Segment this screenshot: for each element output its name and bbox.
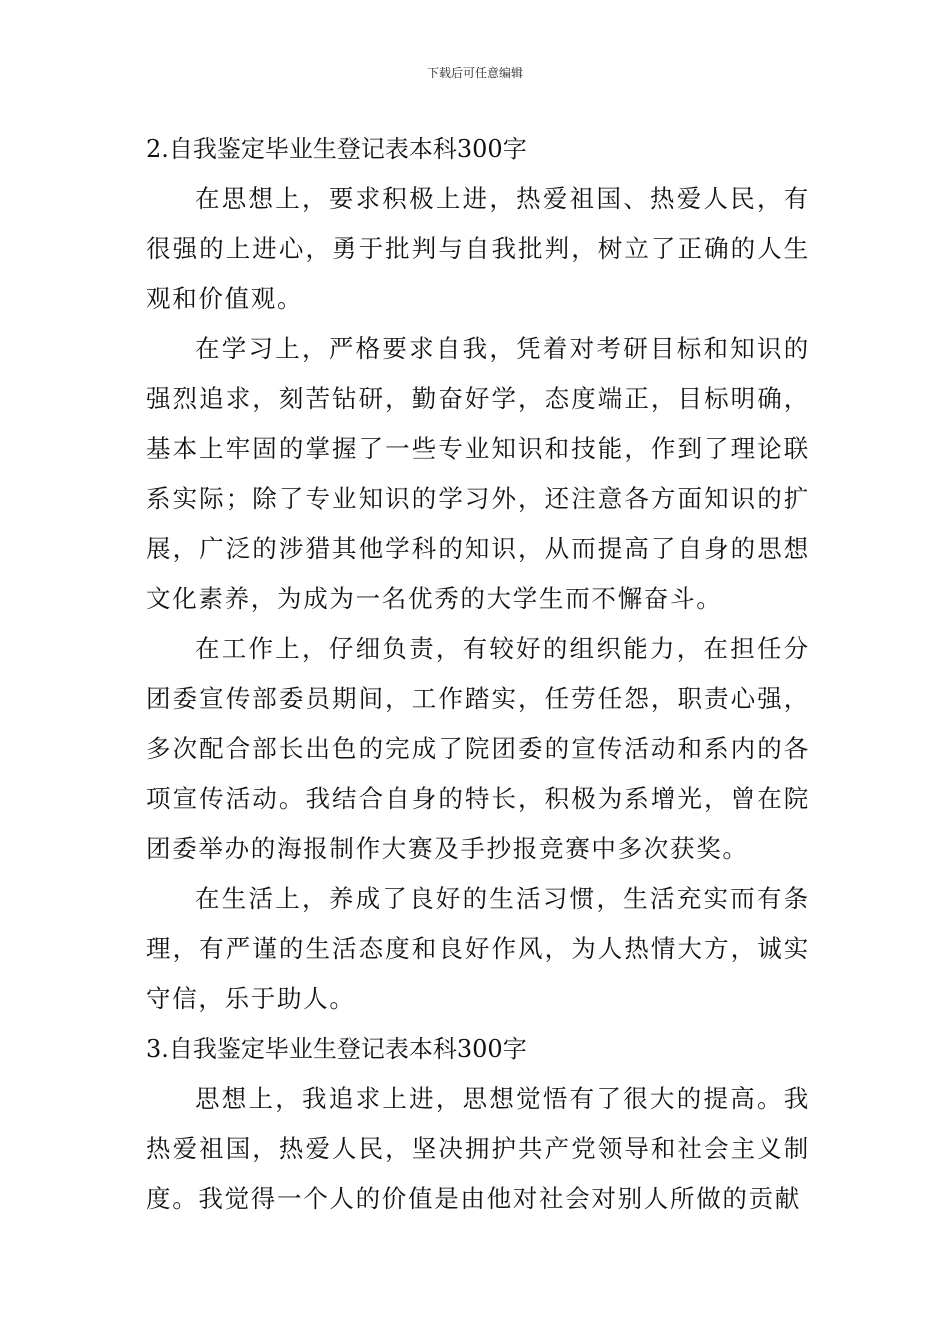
section-3	[146, 1024, 810, 1224]
paragraph: 在学习上，严格要求自我，凭着对考研目标和知识的强烈追求，刻苦钻研，勤奋好学，态度端正，目标明确，基本上牢固的掌握了一些专业知识和技能，作到了理论联系实际；除了专业知识的学习外，还注意各方面知识的扩展，广泛的涉猎其他学科的知识，从而提高了自身的思想文化素养，为成为一名优秀的大学生而不懈奋斗。	[146, 334, 810, 613]
section-2	[146, 124, 810, 1024]
page-header-note: 下载后可任意编辑	[426, 66, 523, 80]
paragraph: 在生活上，养成了良好的生活习惯，生活充实而有条理，有严谨的生活态度和良好作风，为人热情大方，诚实守信，乐于助人。	[146, 884, 810, 1013]
document-body	[146, 124, 810, 1224]
paragraph: 在思想上，要求积极上进，热爱祖国、热爱人民，有很强的上进心，勇于批判与自我批判，树立了正确的人生观和价值观。	[146, 184, 810, 313]
section-heading: 2.自我鉴定毕业生登记表本科300字	[146, 135, 527, 163]
paragraph: 在工作上，仔细负责，有较好的组织能力，在担任分团委宣传部委员期间，工作踏实，任劳任怨，职责心强，多次配合部长出色的完成了院团委的宣传活动和系内的各项宣传活动。我结合自身的特长，积极为系增光，曾在院团委举办的海报制作大赛及手抄报竞赛中多次获奖。	[146, 634, 810, 863]
section-heading: 3.自我鉴定毕业生登记表本科300字	[146, 1035, 527, 1063]
paragraph: 思想上，我追求上进，思想觉悟有了很大的提高。我热爱祖国，热爱人民，坚决拥护共产党领导和社会主义制度。我觉得一个人的价值是由他对社会对别人所做的贡献	[146, 1084, 810, 1213]
